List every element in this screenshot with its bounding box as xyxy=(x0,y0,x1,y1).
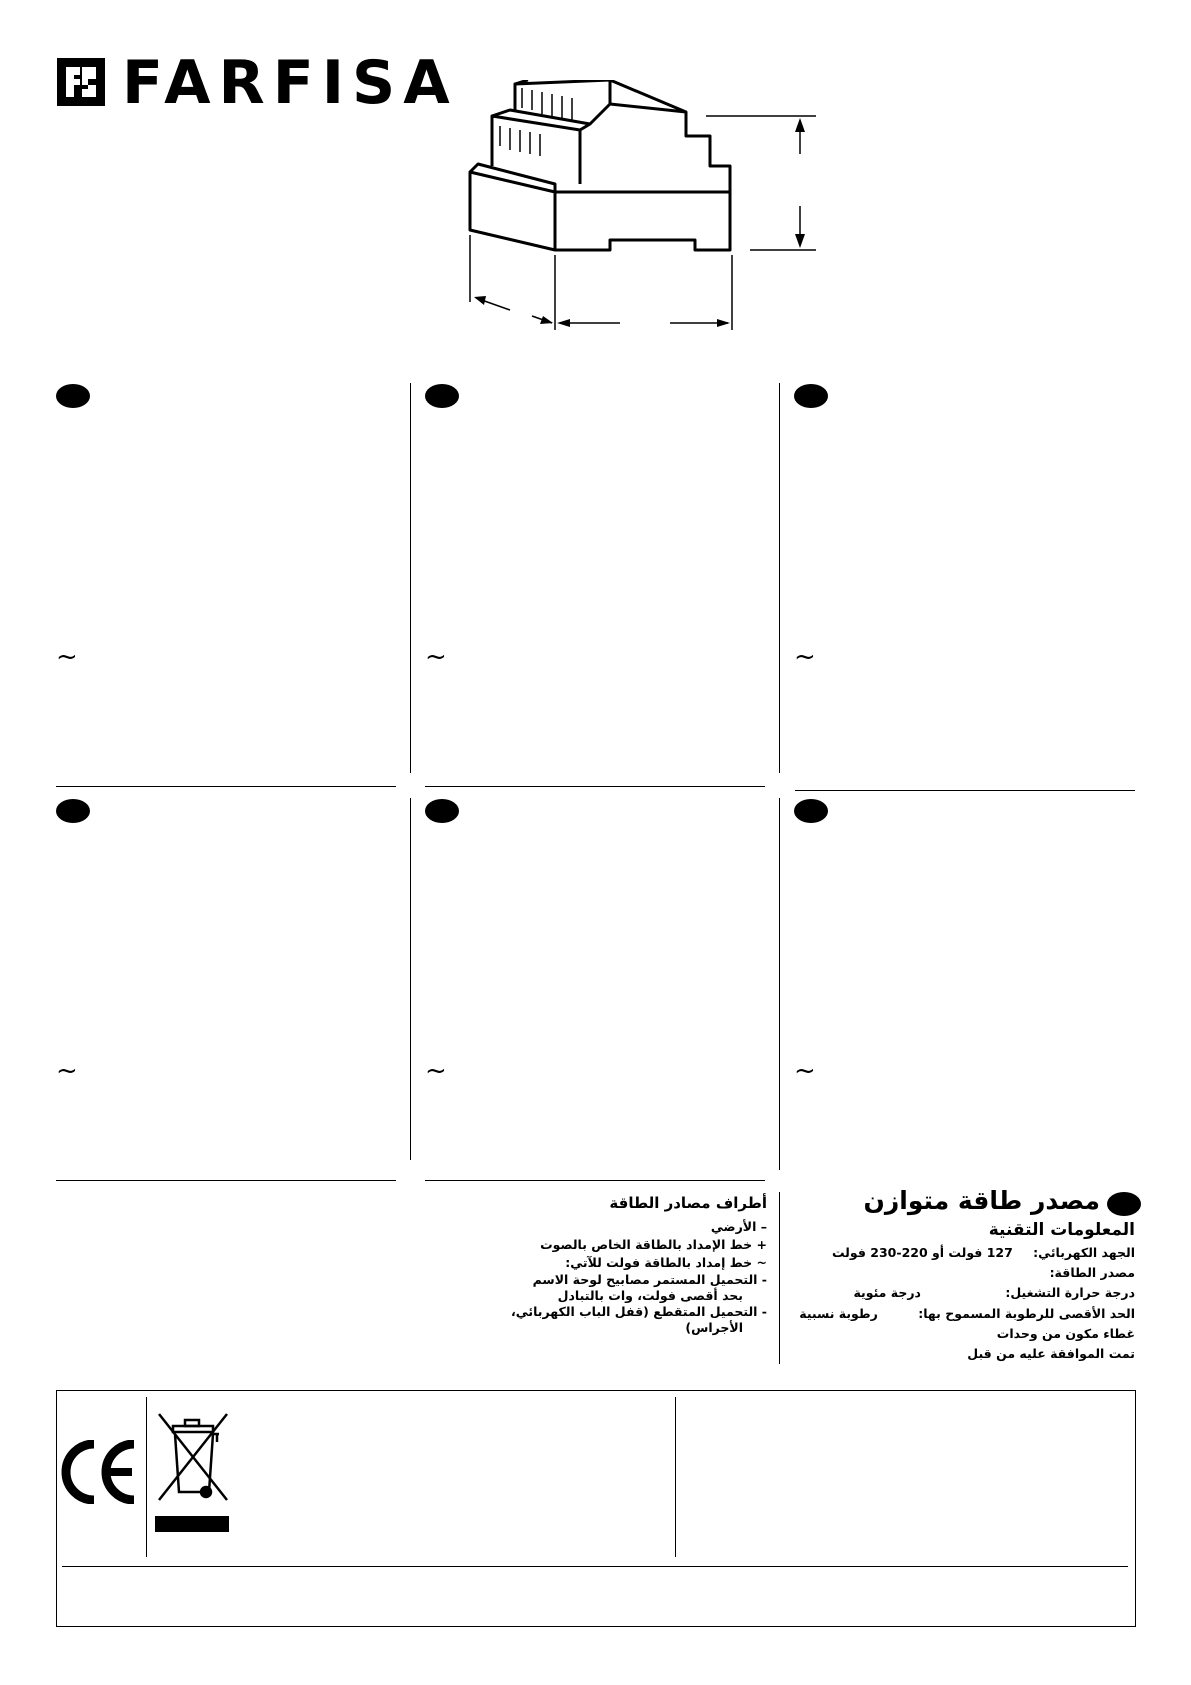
brand-name: FARFISA xyxy=(122,48,458,118)
terminals-title: أطراف مصادر الطاقة xyxy=(609,1194,767,1212)
spec-row xyxy=(795,1266,1135,1280)
spec-value: درجة مئوية xyxy=(853,1284,921,1300)
terminal-line: - التحميل المتقطع (قفل الباب الكهربائي، xyxy=(511,1303,767,1319)
row-divider xyxy=(425,786,765,787)
ac-symbol: ~ xyxy=(425,642,447,672)
language-marker xyxy=(425,384,459,408)
spec-value: 127 فولت أو 220-230 فولت xyxy=(831,1245,1013,1260)
footer-divider xyxy=(675,1397,676,1557)
ac-symbol: ~ xyxy=(425,1056,447,1086)
ce-mark-text xyxy=(60,1440,61,1441)
product-title: مصدر طاقة متوازن xyxy=(863,1186,1100,1215)
row-divider xyxy=(56,1180,396,1181)
row-divider xyxy=(795,790,1135,791)
tech-title: المعلومات التقنية xyxy=(988,1220,1135,1240)
spec-row xyxy=(795,1307,1135,1321)
footer-divider xyxy=(146,1397,147,1557)
column-divider xyxy=(410,383,411,773)
ce-mark-icon xyxy=(60,1440,140,1504)
terminal-line: - التحميل المستمر مصابيح لوحة الاسم xyxy=(532,1272,767,1288)
row-divider xyxy=(56,786,396,787)
terminals-section xyxy=(430,1194,767,1334)
spec-label: الحد الأقصى للرطوبة المسموح بها: xyxy=(918,1306,1135,1322)
ac-symbol: ~ xyxy=(56,642,78,672)
ac-symbol: ~ xyxy=(794,1056,816,1086)
language-marker xyxy=(56,799,90,823)
ac-symbol: ~ xyxy=(794,642,816,672)
row-divider xyxy=(425,1180,765,1181)
spec-label: تمت الموافقة عليه من قبل xyxy=(967,1345,1135,1361)
language-marker xyxy=(56,384,90,408)
terminal-line: ~ خط إمداد بالطاقة فولت للآتي: xyxy=(565,1254,767,1270)
spec-label: غطاء مكون من وحدات xyxy=(996,1326,1135,1341)
terminal-line: + خط الإمداد بالطاقة الخاص بالصوت xyxy=(540,1236,767,1252)
spec-row xyxy=(795,1286,1135,1300)
farfisa-logo-icon xyxy=(56,57,106,107)
brand-logo xyxy=(56,48,458,118)
language-marker xyxy=(425,799,459,823)
spec-value: رطوبة نسبية xyxy=(799,1306,878,1322)
weee-bin-icon xyxy=(155,1412,231,1534)
spec-row xyxy=(795,1327,1135,1341)
language-marker xyxy=(794,799,828,823)
product-section xyxy=(795,1186,1100,1215)
terminal-line: بحد أقصى فولت، وات بالتبادل xyxy=(557,1288,743,1303)
spec-row xyxy=(795,1347,1135,1361)
spec-row xyxy=(795,1246,1135,1260)
spec-label: مصدر الطاقة: xyxy=(1049,1264,1135,1280)
column-divider xyxy=(779,383,780,773)
column-divider xyxy=(779,1192,780,1364)
spec-label: درجة حرارة التشغيل: xyxy=(1005,1284,1135,1300)
ce-mark xyxy=(60,1440,140,1504)
terminal-line: – الأرضي xyxy=(710,1219,767,1234)
tech-section xyxy=(795,1220,1135,1361)
language-marker xyxy=(794,384,828,408)
power-supply-drawing xyxy=(460,80,820,340)
language-marker xyxy=(1107,1192,1141,1216)
ac-symbol: ~ xyxy=(56,1056,78,1086)
spec-label: الجهد الكهربائي: xyxy=(1033,1245,1135,1260)
terminal-line: الأجراس) xyxy=(685,1319,743,1335)
footer-rule xyxy=(62,1566,1128,1567)
column-divider xyxy=(410,798,411,1160)
column-divider xyxy=(779,798,780,1170)
